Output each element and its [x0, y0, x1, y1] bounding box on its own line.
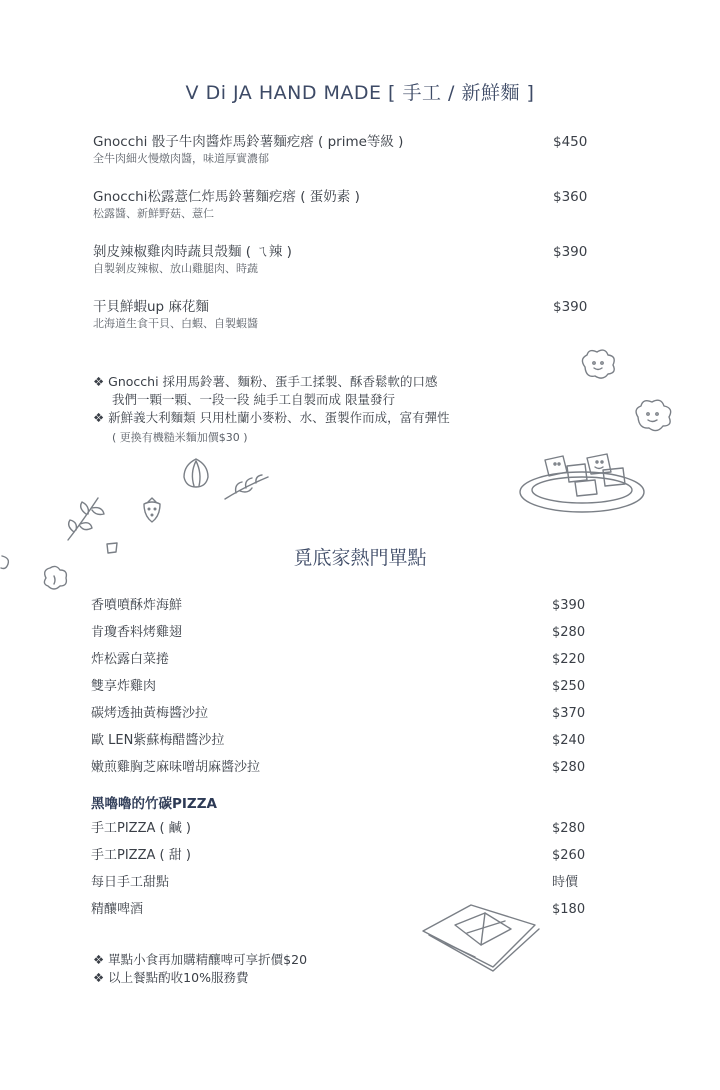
strawberry-doodle-icon	[140, 496, 164, 524]
herb-sprig-icon	[222, 472, 272, 502]
menu-item	[91, 650, 596, 670]
dish-name: 干貝鮮蝦up 麻花麵	[93, 299, 209, 315]
dish-description: 北海道生食干貝、白蝦、自製蝦醬	[93, 317, 258, 330]
flower-doodle-icon	[575, 345, 625, 385]
note-gnocchi: ❖ Gnocchi 採用馬鈴薯、麵粉、蛋手工揉製、酥香鬆軟的口感	[93, 374, 438, 389]
menu-item	[91, 819, 596, 839]
item-price: $220	[552, 652, 586, 667]
menu-item	[91, 758, 596, 778]
dish-price: $390	[553, 244, 588, 260]
item-name: 香噴噴酥炸海鮮	[91, 598, 183, 613]
herb-branch-icon	[60, 490, 115, 545]
item-price: $250	[552, 679, 586, 694]
note-fresh-pasta: ❖ 新鮮義大利麵類 只用杜蘭小麥粉、水、蛋製作而成，富有彈性	[93, 410, 450, 425]
menu-item	[93, 133, 593, 167]
item-price: $390	[552, 598, 586, 613]
menu-item	[91, 623, 596, 643]
item-price: $240	[552, 733, 586, 748]
item-name: 肯瓊香料烤雞翅	[91, 625, 183, 640]
item-price: $280	[552, 760, 586, 775]
note-handmade: 我們一顆一顆、一段一段 純手工自製而成 限量發行	[112, 392, 395, 407]
dish-price: $390	[553, 299, 588, 315]
note-upgrade: ( 更換有機糙米麵加價$30 )	[112, 431, 248, 444]
item-price: $260	[552, 848, 586, 863]
item-price: $280	[552, 821, 586, 836]
section-title-popular: 覓底家熱門單點	[293, 547, 427, 569]
dish-name: Gnocchi松露薏仁炸馬鈴薯麵疙瘩 ( 蛋奶素 )	[93, 189, 360, 205]
item-price: $370	[552, 706, 586, 721]
item-price: $180	[552, 902, 586, 917]
dish-description: 松露醬、新鮮野菇、薏仁	[93, 207, 214, 220]
dish-name: 剝皮辣椒雞肉時蔬貝殼麵 ( ㄟ辣 )	[93, 244, 292, 260]
menu-item	[93, 243, 593, 277]
dish-price: $360	[553, 189, 588, 205]
item-name: 每日手工甜點	[91, 875, 170, 890]
footnote-beer-discount: ❖ 單點小食再加購精釀啤可享折價$20	[93, 952, 308, 967]
menu-item	[91, 677, 596, 697]
item-name: 雙享炸雞肉	[91, 679, 157, 694]
item-name: 嫩煎雞胸芝麻味噌胡麻醬沙拉	[91, 760, 261, 775]
item-price: 時價	[552, 875, 579, 890]
flower-doodle-icon	[630, 395, 680, 437]
gnocchi-plate-icon	[515, 440, 650, 520]
item-name: 精釀啤酒	[91, 902, 144, 917]
menu-item	[91, 731, 596, 751]
dish-price: $450	[553, 134, 588, 150]
menu-item	[91, 596, 596, 616]
item-name: 手工PIZZA ( 甜 )	[91, 848, 191, 863]
dish-description: 自製剝皮辣椒、放山雞腿肉、時蔬	[93, 262, 258, 275]
item-name: 碳烤透抽黃梅醬沙拉	[91, 706, 209, 721]
item-name: 炸松露白菜捲	[91, 652, 170, 667]
menu-item	[91, 846, 596, 866]
dish-name: Gnocchi 骰子牛肉醬炸馬鈴薯麵疙瘩 ( prime等級 )	[93, 134, 404, 150]
menu-item	[91, 873, 596, 893]
menu-item	[91, 704, 596, 724]
item-name: 歐 LEN紫蘇梅醋醬沙拉	[91, 733, 225, 748]
garlic-doodle-icon	[178, 455, 214, 491]
section-title-handmade: V Di JA HAND MADE [ 手工 / 新鮮麵 ]	[185, 82, 535, 104]
item-name: 手工PIZZA ( 鹹 )	[91, 821, 191, 836]
menu-item	[93, 188, 593, 222]
item-price: $280	[552, 625, 586, 640]
pizza-heading: 黑嚕嚕的竹碳PIZZA	[91, 796, 217, 812]
menu-item	[93, 298, 593, 332]
dish-description: 全牛肉細火慢燉肉醬，味道厚實濃郁	[93, 152, 269, 165]
pizza-box-icon	[415, 895, 545, 975]
footnote-service-charge: ❖ 以上餐點酌收10%服務費	[93, 970, 249, 985]
